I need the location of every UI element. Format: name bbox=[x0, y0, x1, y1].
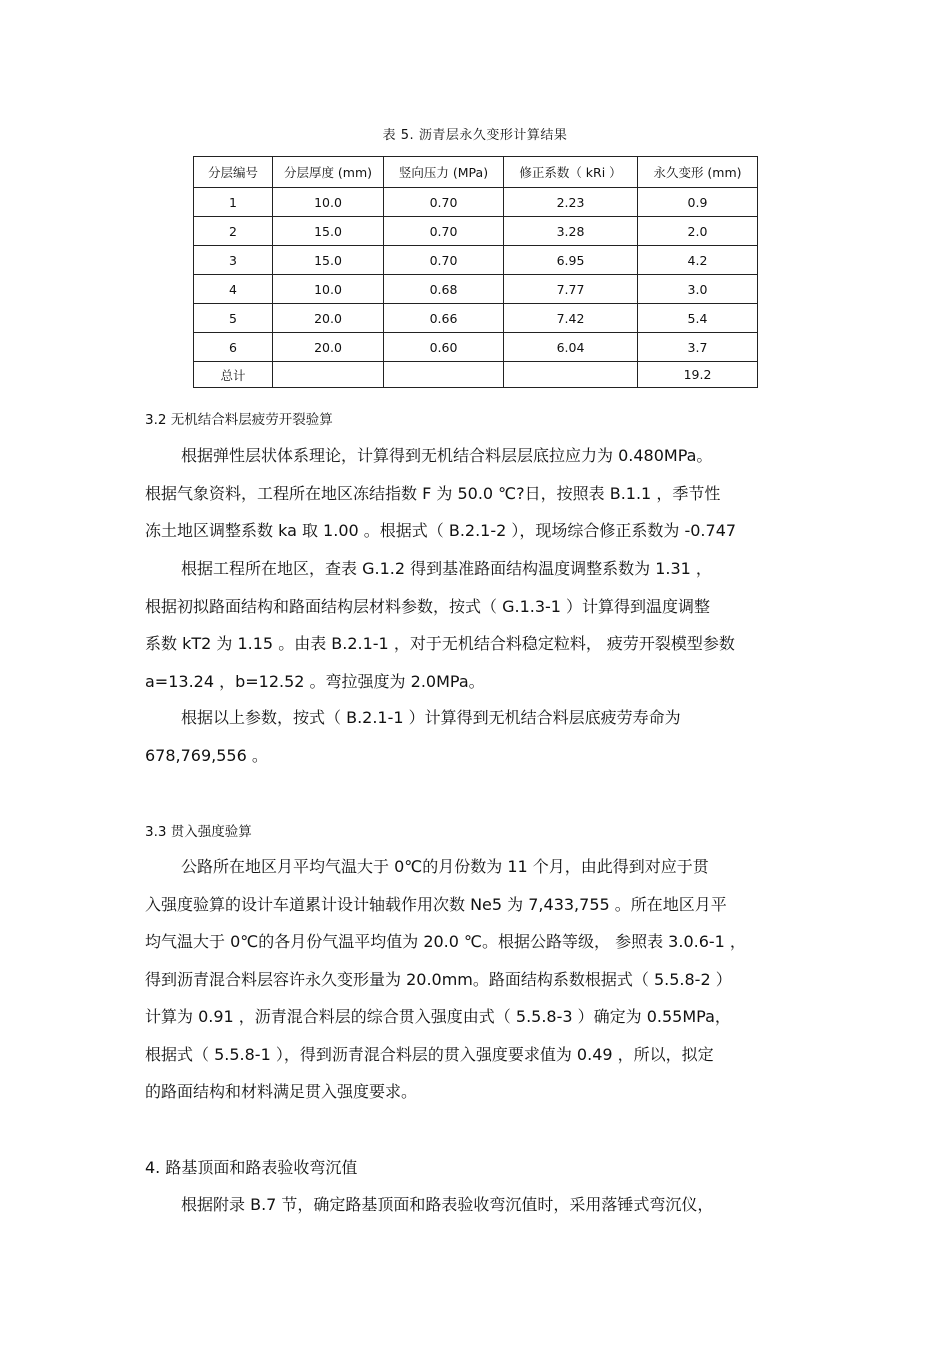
cell-deformation: 5.4 bbox=[638, 304, 758, 333]
cell-pressure: 0.70 bbox=[384, 246, 504, 275]
table-row bbox=[194, 188, 758, 217]
text-line: 根据式（ 5.5.8-1 ），得到沥青混合料层的贯入强度要求值为 0.49 ，所以，拟定 bbox=[145, 1044, 714, 1064]
text-line: 系数 kT2 为 1.15 。由表 B.2.1-1 ，对于无机结合料稳定粒料， 疲劳开裂模型参数 bbox=[145, 634, 735, 653]
section-heading-3-2: 3.2 无机结合料层疲劳开裂验算 bbox=[145, 412, 333, 428]
text-line: 根据初拟路面结构和路面结构层材料参数，按式（ G.1.3-1 ）计算得到温度调整 bbox=[145, 596, 711, 616]
cell-correction: 6.95 bbox=[504, 246, 638, 275]
table-row bbox=[194, 304, 758, 333]
paragraph-3-2-stress bbox=[145, 437, 805, 550]
text-line: 冻土地区调整系数 ka 取 1.00 。根据式（ B.2.1-2 ），现场综合修正系数为 -0.747 bbox=[145, 521, 737, 540]
header-correction-factor: 修正系数（ kRi ） bbox=[504, 157, 638, 188]
cell-deformation: 0.9 bbox=[638, 188, 758, 217]
cell-layer-number: 5 bbox=[194, 304, 273, 333]
table-row bbox=[194, 333, 758, 362]
empty-cell bbox=[504, 362, 638, 388]
section-heading-4: 4. 路基顶面和路表验收弯沉值 bbox=[145, 1158, 358, 1177]
text-line: 根据弹性层状体系理论，计算得到无机结合料层层底拉应力为 0.480MPa。 bbox=[181, 446, 713, 465]
cell-correction: 7.77 bbox=[504, 275, 638, 304]
table-row bbox=[194, 275, 758, 304]
cell-thickness: 10.0 bbox=[273, 188, 384, 217]
cell-thickness: 10.0 bbox=[273, 275, 384, 304]
text-line: 根据气象资料，工程所在地区冻结指数 F 为 50.0 ℃?日，按照表 B.1.1 ，季节性 bbox=[145, 483, 721, 503]
cell-pressure: 0.70 bbox=[384, 217, 504, 246]
table-total-row bbox=[194, 362, 758, 388]
cell-pressure: 0.60 bbox=[384, 333, 504, 362]
text-line: 公路所在地区月平均气温大于 0℃的月份数为 11 个月，由此得到对应于贯 bbox=[181, 857, 709, 876]
cell-correction: 3.28 bbox=[504, 217, 638, 246]
cell-deformation: 4.2 bbox=[638, 246, 758, 275]
empty-cell bbox=[273, 362, 384, 388]
total-label: 总计 bbox=[194, 362, 273, 388]
paragraph-3-3-penetration bbox=[145, 848, 805, 1111]
cell-deformation: 3.7 bbox=[638, 333, 758, 362]
text-line: 均气温大于 0℃的各月份气温平均值为 20.0 ℃。根据公路等级， 参照表 3.0.6-1 ， bbox=[145, 932, 746, 951]
header-vertical-pressure: 竖向压力 (MPa) bbox=[384, 157, 504, 188]
header-layer-thickness: 分层厚度 (mm) bbox=[273, 157, 384, 188]
text-line: 得到沥青混合料层容许永久变形量为 20.0mm。路面结构系数根据式（ 5.5.8-2 ） bbox=[145, 969, 732, 989]
cell-layer-number: 1 bbox=[194, 188, 273, 217]
cell-pressure: 0.66 bbox=[384, 304, 504, 333]
table-header-row bbox=[194, 157, 758, 188]
cell-thickness: 20.0 bbox=[273, 333, 384, 362]
total-value: 19.2 bbox=[638, 362, 758, 388]
cell-pressure: 0.70 bbox=[384, 188, 504, 217]
text-line: 入强度验算的设计车道累计设计轴载作用次数 Ne5 为 7,433,755 。所在地区月平 bbox=[145, 894, 727, 914]
cell-thickness: 15.0 bbox=[273, 246, 384, 275]
section-heading-3-3: 3.3 贯入强度验算 bbox=[145, 824, 252, 840]
text-line: 的路面结构和材料满足贯入强度要求。 bbox=[145, 1082, 418, 1101]
table-row bbox=[194, 246, 758, 275]
paragraph-4-deflection bbox=[145, 1186, 805, 1224]
text-line: 根据以上参数，按式（ B.2.1-1 ）计算得到无机结合料层底疲劳寿命为 bbox=[181, 708, 681, 727]
cell-correction: 2.23 bbox=[504, 188, 638, 217]
cell-thickness: 20.0 bbox=[273, 304, 384, 333]
deformation-results-table bbox=[193, 156, 758, 388]
text-line: 678,769,556 。 bbox=[145, 745, 268, 765]
cell-layer-number: 4 bbox=[194, 275, 273, 304]
cell-deformation: 3.0 bbox=[638, 275, 758, 304]
text-line: 根据工程所在地区，查表 G.1.2 得到基准路面结构温度调整系数为 1.31 ， bbox=[181, 559, 712, 578]
paragraph-3-2-temperature bbox=[145, 550, 805, 700]
cell-pressure: 0.68 bbox=[384, 275, 504, 304]
text-line: 根据附录 B.7 节，确定路基顶面和路表验收弯沉值时，采用落锤式弯沉仪， bbox=[181, 1195, 714, 1214]
cell-deformation: 2.0 bbox=[638, 217, 758, 246]
text-line: a=13.24 ，b=12.52 。弯拉强度为 2.0MPa。 bbox=[145, 671, 485, 691]
cell-layer-number: 2 bbox=[194, 217, 273, 246]
paragraph-3-2-fatigue-life bbox=[145, 699, 805, 774]
table-row bbox=[194, 217, 758, 246]
cell-correction: 6.04 bbox=[504, 333, 638, 362]
cell-layer-number: 3 bbox=[194, 246, 273, 275]
header-permanent-deformation: 永久变形 (mm) bbox=[638, 157, 758, 188]
table-caption: 表 5. 沥青层永久变形计算结果 bbox=[382, 128, 568, 143]
text-line: 计算为 0.91 ，沥青混合料层的综合贯入强度由式（ 5.5.8-3 ）确定为 0.55MPa， bbox=[145, 1007, 731, 1026]
cell-layer-number: 6 bbox=[194, 333, 273, 362]
cell-thickness: 15.0 bbox=[273, 217, 384, 246]
cell-correction: 7.42 bbox=[504, 304, 638, 333]
empty-cell bbox=[384, 362, 504, 388]
header-layer-number: 分层编号 bbox=[194, 157, 273, 188]
